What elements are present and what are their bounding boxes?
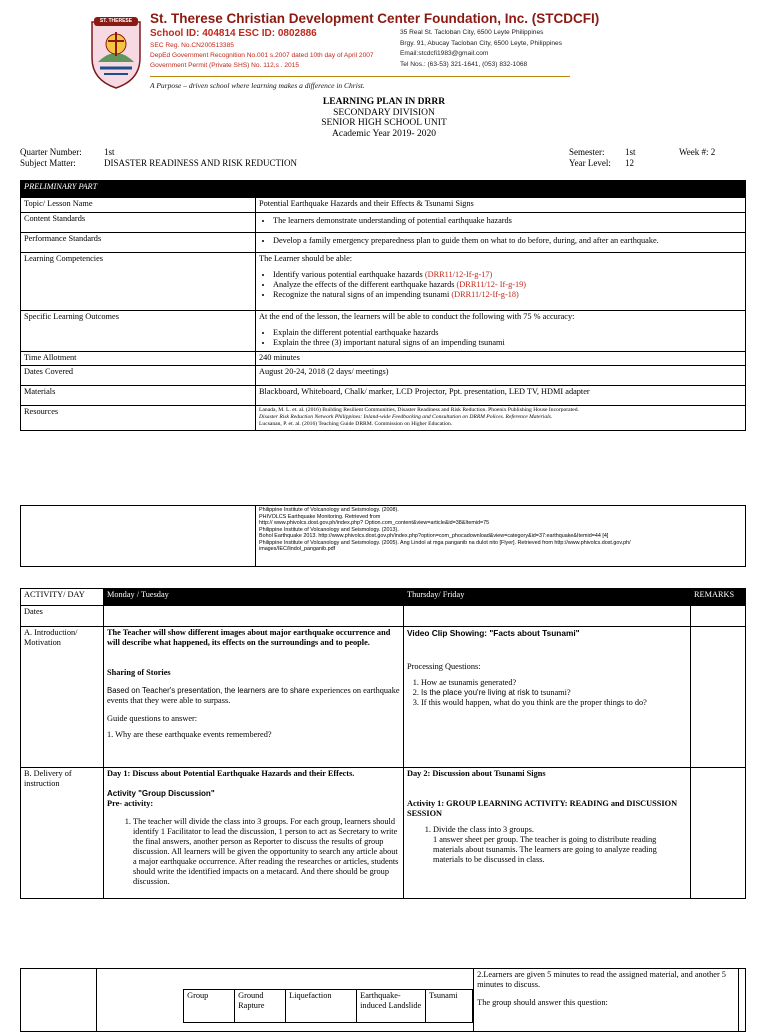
deped-recognition: DepEd Government Recognition No.001 s.2007 dated 10th day of April 2007 <box>150 52 374 59</box>
delivery-day1-cell <box>104 768 404 899</box>
guide-questions-label: Guide questions to answer: <box>107 714 198 723</box>
semester-label: Semester: <box>569 147 605 157</box>
introduction-day1-cell <box>104 627 404 768</box>
plan-title <box>0 97 768 139</box>
processing-questions-label: Processing Questions: <box>407 662 481 671</box>
outcomes-label: Specific Learning Outcomes <box>21 311 256 352</box>
outcome-item: • Explain the three (3) important natural signs of an impending tsunami <box>273 338 742 348</box>
outcomes-cell <box>256 311 746 352</box>
dates-cell <box>691 606 746 627</box>
table-row <box>21 768 746 899</box>
table-row <box>21 606 746 627</box>
subject-value: DISASTER READINESS AND RISK REDUCTION <box>104 158 298 168</box>
activity-table <box>20 588 746 899</box>
performance-standards-value: • Develop a family emergency preparedness plan to guide them on what to do before, during, and after an earthquake. <box>273 236 742 246</box>
delivery-day2-cell <box>404 768 691 899</box>
address-line-1: 35 Real St. Tacloban City, 6500 Leyte Philippines <box>400 29 544 36</box>
resource-item: Disaster Risk Reduction Network Philippines: Inland-wide Feedbacking and Consultation on DRRM Polices. Reference Materials. <box>259 413 553 420</box>
school-motto: A Purpose – driven school where learning makes a difference in Christ. <box>150 81 365 90</box>
quarter-value: 1st <box>104 147 115 157</box>
activity1-title: Activity 1: GROUP LEARNING ACTIVITY: READING and DISCUSSION SESSION <box>407 799 678 818</box>
outcome-item: • Explain the different potential earthquake hazards <box>273 328 742 338</box>
competencies-intro: The Learner should be able: <box>259 254 353 263</box>
pre-activity-label: Pre- activity: <box>107 799 154 808</box>
continuation-table <box>20 968 746 1032</box>
remarks-cell <box>691 627 746 768</box>
school-logo <box>88 14 144 90</box>
group-question-label: The group should answer this question: <box>477 998 608 1007</box>
introduction-day2-cell <box>404 627 691 768</box>
preliminary-header: PRELIMINARY PART <box>21 181 746 198</box>
monday-tuesday-header: Monday / Tuesday <box>104 589 404 606</box>
competency-item: • Recognize the natural signs of an impending tsunami (DRR11/12-If-g-18) <box>273 290 742 300</box>
school-name: St. Therese Christian Development Center Foundation, Inc. (STCDCFI) <box>150 11 600 26</box>
table-row <box>21 969 746 1032</box>
dates-covered-value: August 20-24, 2018 (2 days/ meetings) <box>256 366 746 386</box>
title-line-2: SECONDARY DIVISION <box>333 107 435 118</box>
resource-line: Bohol Earthquake 2013. http://www.phivolcs.dost.gov.ph/index.php?option=com_phocadownload&view=category&id=37:earthquake&Itemid=44 [4] <box>259 533 609 539</box>
group-grid-header: Tsunami <box>426 990 473 1023</box>
processing-question: 2. Is the place you're living at risk to tsunami? <box>421 688 687 698</box>
competency-item: • Analyze the effects of the different earthquake hazards (DRR11/12- If-g-19) <box>273 280 742 290</box>
table-row <box>21 352 746 366</box>
resources-continued-cell <box>256 506 746 567</box>
telephone: Tel Nos.: (63-53) 321-1641, (053) 832-1068 <box>400 60 528 68</box>
day2-title: Day 2: Discussion about Tsunami Signs <box>407 769 546 778</box>
outcomes-intro: At the end of the lesson, the learners will be able to conduct the following with 75 % accuracy: <box>259 312 575 321</box>
group-grid-header: Group <box>184 990 235 1023</box>
preliminary-table <box>20 180 746 431</box>
dates-cell <box>404 606 691 627</box>
header-divider <box>150 76 570 77</box>
activity-day-header: ACTIVITY/ DAY <box>21 589 104 606</box>
year-level-value: 12 <box>625 158 634 168</box>
table-row <box>21 366 746 386</box>
resource-line: http:// www.phivolcs.dost.gov.ph/index.php? Option.com_content&view=article&id=38&Itemid=75 <box>259 520 490 526</box>
delivery-label: B. Delivery of instruction <box>21 768 104 899</box>
intro-day1-text: The Teacher will show different images about major earthquake occurrence and will describe what happened, its effects on the surroundings and to people. <box>107 628 391 647</box>
title-line-4: Academic Year 2019- 2020 <box>332 128 436 139</box>
title-line-1: LEARNING PLAN IN DRRR <box>322 97 446 107</box>
group-grid-header-row <box>184 990 473 1023</box>
title-line-3: SENIOR HIGH SCHOOL UNIT <box>321 118 447 128</box>
guide-question-1: 1. Why are these earthquake events remembered? <box>107 730 272 739</box>
remarks-header: REMARKS <box>691 589 746 606</box>
group-grid-cell <box>97 969 474 1032</box>
government-permit: Government Permit (Private SHS) No. 112,s . 2015 <box>150 62 300 69</box>
table-row <box>21 406 746 431</box>
table-row <box>21 233 746 253</box>
resources-continued-table <box>20 505 746 567</box>
dates-label: Dates <box>21 606 104 627</box>
sharing-title: Sharing of Stories <box>107 668 171 677</box>
competency-item: • Identify various potential earthquake hazards (DRR11/12-If-g-17) <box>273 270 742 280</box>
resources-cell <box>256 406 746 431</box>
remarks-cell <box>691 768 746 899</box>
sharing-text: Based on Teacher's presentation, the learners are to share experiences on earthquake events that they were able to surpass. <box>107 686 400 705</box>
quarter-label: Quarter Number: <box>20 147 82 157</box>
dates-cell <box>104 606 404 627</box>
introduction-label: A. Introduction/ Motivation <box>21 627 104 768</box>
content-standards-cell <box>256 213 746 233</box>
resource-item: Lucsanan, P. et. al. (2016) Teaching Guide DRRM. Commission on Higher Education. <box>259 420 453 427</box>
remarks-cell <box>739 969 746 1032</box>
day1-title: Day 1: Discuss about Potential Earthquake Hazards and their Effects. <box>107 769 355 778</box>
step2-text: 2.Learners are given 5 minutes to read the assigned material, and another 5 minutes to discuss. <box>477 970 726 989</box>
time-allotment-value: 240 minutes <box>256 352 746 366</box>
group-grid-table <box>183 989 473 1023</box>
video-clip-title: Video Clip Showing: "Facts about Tsunami" <box>407 628 580 638</box>
topic-value: Potential Earthquake Hazards and their Effects & Tsunami Signs <box>256 198 746 213</box>
semester-value: 1st <box>625 147 636 157</box>
performance-standards-label: Performance Standards <box>21 233 256 253</box>
table-row <box>21 253 746 311</box>
logo-text: ST. THERESE <box>99 18 133 24</box>
resource-line: PHIVOLCS Earthquake Monitoring. Retrieved from <box>259 513 381 520</box>
content-standards-value: • The learners demonstrate understanding of potential earthquake hazards <box>273 216 742 226</box>
resources-label: Resources <box>21 406 256 431</box>
resource-line: Philippine Institute of Volcanology and Seismology. (2013). <box>259 526 399 533</box>
performance-standards-cell <box>256 233 746 253</box>
empty-cell <box>21 969 97 1032</box>
sec-registration: SEC Reg. No.CN200513385 <box>150 42 234 49</box>
table-row <box>21 311 746 352</box>
subject-label: Subject Matter: <box>20 158 76 168</box>
group-grid-header: Ground Rapture <box>235 990 286 1023</box>
time-allotment-label: Time Allotment <box>21 352 256 366</box>
step2-cell <box>474 969 739 1032</box>
resource-item: Lanada, M. L. et. al. (2016) Building Resilient Communities, Disaster Readiness and Risk Reduction. Phoenix Publishing House Incorporated. <box>259 407 579 413</box>
resource-line: Philippine Institute of Volcanology and Seismology. (2008). <box>259 507 399 513</box>
processing-question: 3. If this would happen, what do you think are the proper things to do? <box>421 698 687 708</box>
address-line-2: Brgy. 91, Abucay Tacloban City, 6500 Leyte, Philippines <box>400 39 563 47</box>
competencies-label: Learning Competencies <box>21 253 256 311</box>
group-grid-header: Liquefaction <box>286 990 357 1023</box>
year-level-label: Year Level: <box>569 158 611 168</box>
table-row <box>21 213 746 233</box>
school-ids: School ID: 404814 ESC ID: 0802886 <box>150 28 317 39</box>
resource-line: Philippine Institute of Volcanology and Seismology. (2005). Ang Lindol at mga panganib na dulot nito [Flyer]. Retrieved from http://www.phivolcs.dost.gov.ph/ <box>259 539 631 546</box>
school-address <box>400 28 562 70</box>
competencies-cell <box>256 253 746 311</box>
table-row <box>21 506 746 567</box>
group-grid-header: Earthquake-induced Landslide <box>357 990 426 1023</box>
materials-value: Blackboard, Whiteboard, Chalk/ marker, LCD Projector, Ppt. presentation, LED TV, HDMI adapter <box>256 386 746 406</box>
thursday-friday-header: Thursday/ Friday <box>404 589 691 606</box>
content-standards-label: Content Standards <box>21 213 256 233</box>
email: Email:stcdcfi1983@gmail.com <box>400 50 489 57</box>
day2-step: 1. Divide the class into 3 groups. 1 answer sheet per group. The teacher is going to distribute reading materials about tsunamis. The learners are going to analyze reading materials to be discussed in class. <box>433 825 687 865</box>
resource-line: images/IEC/lindol_panganib.pdf <box>259 546 336 552</box>
topic-label: Topic/ Lesson Name <box>21 198 256 213</box>
table-row <box>21 627 746 768</box>
empty-cell <box>21 506 256 567</box>
week-label: Week #: 2 <box>679 147 716 157</box>
day1-step: 1. The teacher will divide the class into 3 groups. For each group, learners should identify 1 Facilitator to lead the discussion, 1 person to act as Secretary to write the final answers, another person as Reporter to discuss the results of group discussion. All learners will be given the opportunity to search any article about a major earthquake occurrence. After reading the researches or articles, students should write the identified impacts on a metacard. And there should be group discussion. <box>133 817 400 887</box>
activity-title: Activity "Group Discussion" <box>107 789 215 798</box>
processing-question: 1. How ae tsunamis generated? <box>421 678 687 688</box>
preliminary-header-row <box>21 181 746 198</box>
materials-label: Materials <box>21 386 256 406</box>
activity-header-row <box>21 589 746 606</box>
table-row <box>21 198 746 213</box>
dates-covered-label: Dates Covered <box>21 366 256 386</box>
table-row <box>21 386 746 406</box>
